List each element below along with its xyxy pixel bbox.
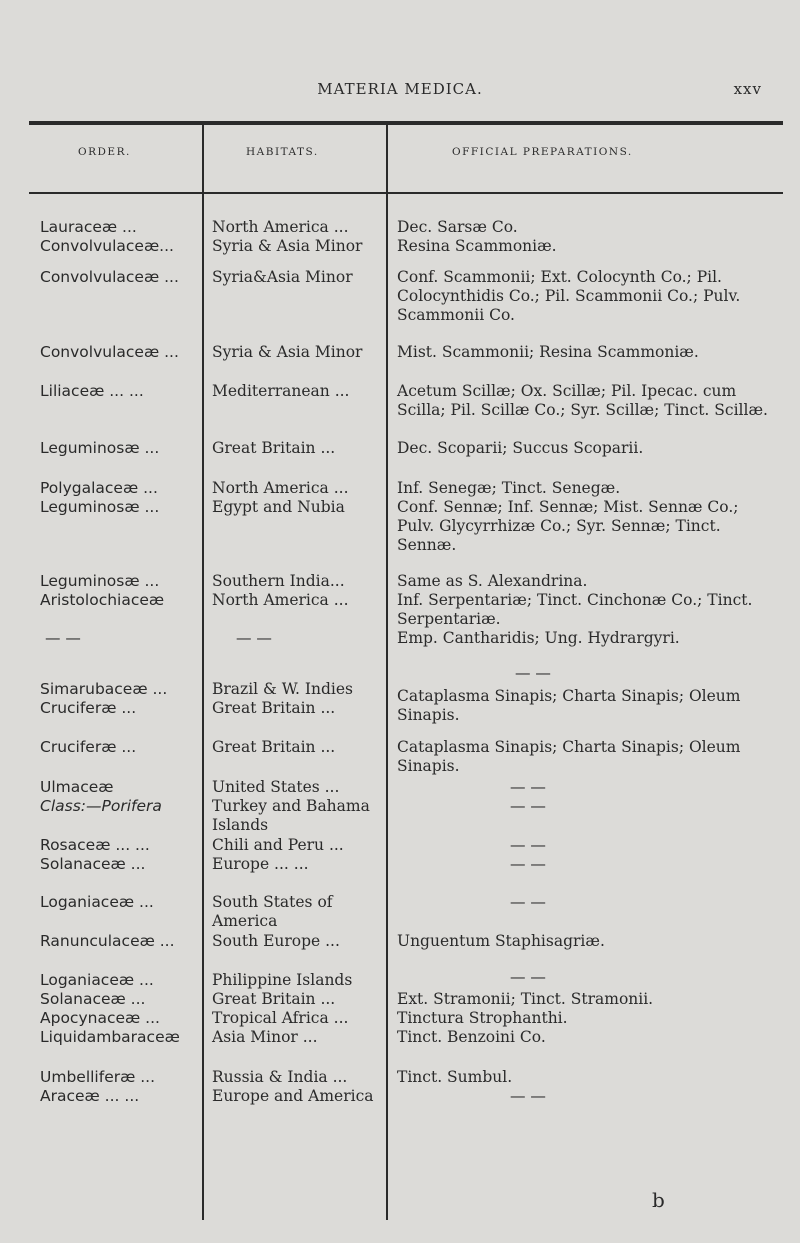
habitat-cell: Great Britain ... — [212, 990, 336, 1008]
page-number: xxv — [733, 80, 762, 98]
order-cell: Simarubaceæ ... — [40, 680, 168, 698]
order-cell: Leguminosæ ... — [40, 572, 160, 590]
habitat-cell: — — — [236, 629, 272, 647]
order-cell: Ranunculaceæ ... — [40, 932, 175, 950]
habitat-cell: South Europe ... — [212, 932, 340, 950]
header-preparations: OFFICIAL PREPARATIONS. — [452, 146, 633, 158]
prep-cell: Mist. Scammonii; Resina Scammoniæ. — [397, 343, 699, 361]
order-cell: Leguminosæ ... — [40, 439, 160, 457]
running-head — [0, 80, 800, 110]
order-cell: Convolvulaceæ ... — [40, 268, 179, 286]
header-rule — [29, 192, 783, 194]
habitat-cell: Southern India... — [212, 572, 345, 590]
order-cell: Lauraceæ ... — [40, 218, 137, 236]
prep-cell: Resina Scammoniæ. — [397, 237, 557, 255]
order-cell: Ulmaceæ — [40, 778, 114, 796]
order-cell: Cruciferæ ... — [40, 699, 137, 717]
top-rule — [29, 121, 783, 125]
habitat-cell: Chili and Peru ... — [212, 836, 344, 854]
habitat-cell: South States of America — [212, 893, 333, 930]
order-cell: Loganiaceæ ... — [40, 893, 154, 911]
prep-cell: Same as S. Alexandrina. — [397, 572, 588, 590]
prep-cell: — — — [510, 968, 546, 986]
prep-cell: — — — [510, 855, 546, 873]
habitat-cell: Philippine Islands — [212, 971, 353, 989]
order-cell: — — — [45, 629, 81, 647]
signature-mark: b — [652, 1188, 665, 1212]
prep-cell: Conf. Sennæ; Inf. Sennæ; Mist. Sennæ Co.; Pulv. Glycyrrhizæ Co.; Syr. Sennæ; Tinct. Sennæ. — [397, 498, 739, 554]
order-cell: Umbelliferæ ... — [40, 1068, 156, 1086]
prep-cell: Inf. Senegæ; Tinct. Senegæ. — [397, 479, 621, 497]
prep-cell: Dec. Scoparii; Succus Scoparii. — [397, 439, 644, 457]
order-cell: Liquidambaraceæ — [40, 1028, 180, 1046]
order-cell: Class:—Porifera — [40, 797, 162, 815]
habitat-cell: North America ... — [212, 218, 349, 236]
prep-cell: Tinctura Strophanthi. — [397, 1009, 568, 1027]
order-cell: Convolvulaceæ ... — [40, 343, 179, 361]
habitat-cell: Mediterranean ... — [212, 382, 350, 400]
prep-cell: Tinct. Sumbul. — [397, 1068, 513, 1086]
order-cell: Polygalaceæ ... — [40, 479, 158, 497]
habitat-cell: Great Britain ... — [212, 738, 336, 756]
order-cell: Solanaceæ ... — [40, 855, 146, 873]
column-divider-1 — [202, 125, 204, 1220]
column-divider-2 — [386, 125, 388, 1220]
habitat-cell: Turkey and Bahama Islands — [212, 797, 370, 834]
order-cell: Apocynaceæ ... — [40, 1009, 160, 1027]
header-habitats: HABITATS. — [246, 146, 319, 158]
habitat-cell: Syria&Asia Minor — [212, 268, 353, 286]
order-cell: Araceæ ... ... — [40, 1087, 140, 1105]
prep-cell: Inf. Serpentariæ; Tinct. Cinchonæ Co.; Tinct. Serpentariæ. — [397, 591, 753, 628]
habitat-cell: United States ... — [212, 778, 340, 796]
order-cell: Convolvulaceæ... — [40, 237, 174, 255]
order-cell: Rosaceæ ... ... — [40, 836, 150, 854]
prep-cell: Dec. Sarsæ Co. — [397, 218, 518, 236]
habitat-cell: Syria & Asia Minor — [212, 237, 363, 255]
prep-cell: Acetum Scillæ; Ox. Scillæ; Pil. Ipecac. cum Scilla; Pil. Scillæ Co.; Syr. Scillæ; Tinct. Scillæ. — [397, 382, 768, 419]
order-cell: Leguminosæ ... — [40, 498, 160, 516]
habitat-cell: Russia & India ... — [212, 1068, 348, 1086]
habitat-cell: Great Britain ... — [212, 439, 336, 457]
order-cell: Liliaceæ ... ... — [40, 382, 144, 400]
prep-cell: Unguentum Staphisagriæ. — [397, 932, 605, 950]
prep-cell: Emp. Cantharidis; Ung. Hydrargyri. — [397, 629, 680, 647]
habitat-cell: Europe and America — [212, 1087, 374, 1105]
order-cell: Aristolochiaceæ — [40, 591, 165, 609]
habitat-cell: Brazil & W. Indies — [212, 680, 353, 698]
habitat-cell: Syria & Asia Minor — [212, 343, 363, 361]
prep-cell: — — — [510, 1087, 546, 1105]
order-cell: Solanaceæ ... — [40, 990, 146, 1008]
prep-cell: Cataplasma Sinapis; Charta Sinapis; Oleum Sinapis. — [397, 687, 741, 724]
prep-cell: — — — [510, 778, 546, 796]
habitat-cell: Tropical Africa ... — [212, 1009, 349, 1027]
order-cell: Cruciferæ ... — [40, 738, 137, 756]
prep-cell: — — — [515, 664, 551, 682]
habitat-cell: Asia Minor ... — [212, 1028, 318, 1046]
habitat-cell: Europe ... ... — [212, 855, 309, 873]
habitat-cell: Great Britain ... — [212, 699, 336, 717]
prep-cell: — — — [510, 893, 546, 911]
order-cell: Loganiaceæ ... — [40, 971, 154, 989]
habitat-cell: North America ... — [212, 479, 349, 497]
prep-cell: — — — [510, 797, 546, 815]
prep-cell: Ext. Stramonii; Tinct. Stramonii. — [397, 990, 654, 1008]
prep-cell: Cataplasma Sinapis; Charta Sinapis; Oleum Sinapis. — [397, 738, 741, 775]
prep-cell: — — — [510, 836, 546, 854]
prep-cell: Conf. Scammonii; Ext. Colocynth Co.; Pil. Colocynthidis Co.; Pil. Scammonii Co.; Pulv. Scammonii Co. — [397, 268, 741, 324]
habitat-cell: North America ... — [212, 591, 349, 609]
header-order: ORDER. — [78, 146, 131, 158]
running-title: MATERIA MEDICA. — [317, 80, 483, 98]
habitat-cell: Egypt and Nubia — [212, 498, 345, 516]
prep-cell: Tinct. Benzoini Co. — [397, 1028, 546, 1046]
